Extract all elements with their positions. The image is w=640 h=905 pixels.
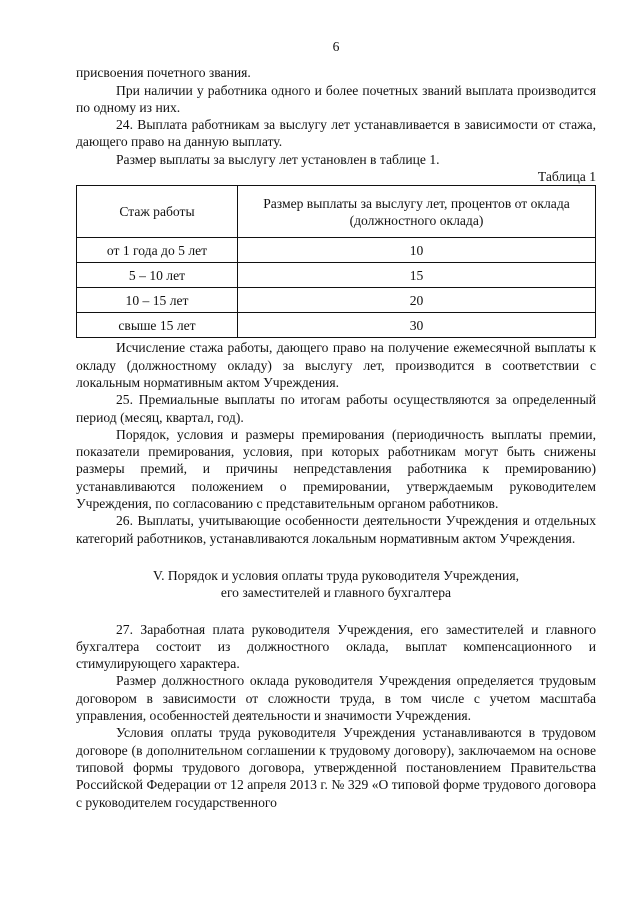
paragraph: 25. Премиальные выплаты по итогам работы осуществляются за определенный период (месяц, квартал, год). xyxy=(76,392,596,425)
paragraph: При наличии у работника одного и более почетных званий выплата производится по одному из них. xyxy=(76,82,596,115)
table-cell: 15 xyxy=(238,263,596,288)
table-row xyxy=(77,313,596,338)
paragraph: Условия оплаты труда руководителя Учреждения устанавливаются в трудовом договоре (в дополнительном соглашении к трудовому договору), заключаемом на основе типовой формы трудового договора, утвержденной постановлением Правительства Российской Федерации от 12 апреля 2013 г. № 329 «О типовой форме трудового договора с руководителем государственного xyxy=(76,725,596,810)
table-cell: 30 xyxy=(238,313,596,338)
table-row xyxy=(77,263,596,288)
paragraph: 27. Заработная плата руководителя Учреждения, его заместителей и главного бухгалтера состоит из должностного оклада, выплат компенсационного и стимулирующего характера. xyxy=(76,621,596,672)
seniority-table xyxy=(76,185,596,338)
table-cell: 5 – 10 лет xyxy=(77,263,238,288)
section-heading-line: его заместителей и главного бухгалтера xyxy=(220,585,452,601)
paragraph: Порядок, условия и размеры премирования (периодичность выплаты премии, показатели премирования, условия, при которых работникам могут быть снижены размеры премий, и причины непредставления работника к премированию) устанавливаются положением о премировании, утверждаемым руководителем Учреждения, по согласованию с представительным органом работников. xyxy=(76,426,596,512)
paragraph: 24. Выплата работникам за выслугу лет устанавливается в зависимости от стажа, дающего право на данную выплату. xyxy=(76,117,596,150)
paragraph: Размер выплаты за выслугу лет установлен в таблице 1. xyxy=(116,151,440,167)
table-caption: Таблица 1 xyxy=(537,169,596,185)
table-header-cell: Размер выплаты за выслугу лет, процентов от оклада (должностного оклада) xyxy=(238,186,596,238)
table-cell: 10 – 15 лет xyxy=(77,288,238,313)
paragraph: 26. Выплаты, учитывающие особенности деятельности Учреждения и отдельных категорий работников, устанавливаются локальным нормативным актом Учреждения. xyxy=(76,513,596,546)
section-heading-line: V. Порядок и условия оплаты труда руководителя Учреждения, xyxy=(153,567,519,583)
table-cell: 20 xyxy=(238,288,596,313)
section-heading xyxy=(76,567,596,602)
table-row xyxy=(77,238,596,263)
table-cell: 10 xyxy=(238,238,596,263)
table-cell: свыше 15 лет xyxy=(77,313,238,338)
page-number: 6 xyxy=(332,39,340,54)
table-header-row xyxy=(77,186,596,238)
paragraph: Размер должностного оклада руководителя Учреждения определяется трудовым договором в зависимости от сложности труда, в том числе с учетом масштаба управления, особенностей деятельности и значимости Учреждения. xyxy=(76,673,596,724)
table-header-cell: Стаж работы xyxy=(77,186,238,238)
table-cell: от 1 года до 5 лет xyxy=(77,238,238,263)
paragraph: присвоения почетного звания. xyxy=(76,65,251,81)
document-page xyxy=(76,38,596,811)
table-row xyxy=(77,288,596,313)
paragraph: Исчисление стажа работы, дающего право на получение ежемесячной выплаты к окладу (должностному окладу) за выслугу лет, производится в соответствии с локальным нормативным актом Учреждения. xyxy=(76,340,596,390)
